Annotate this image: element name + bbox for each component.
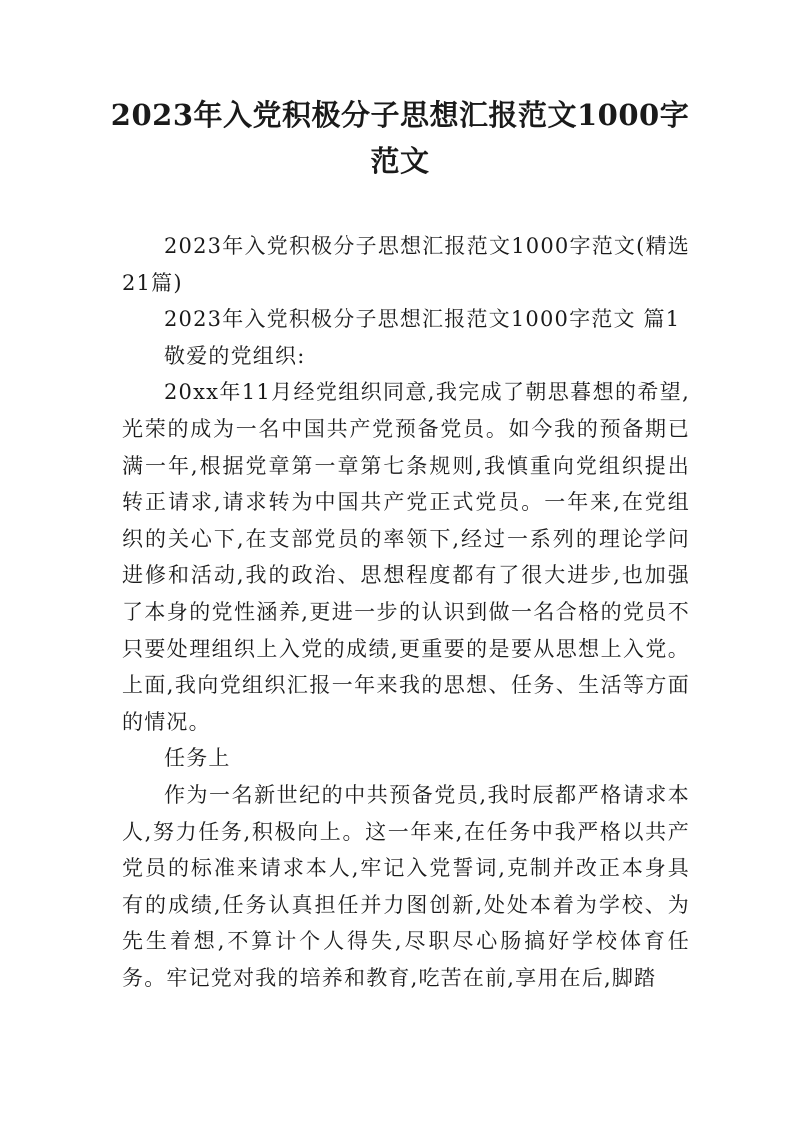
salutation: 敬爱的党组织: <box>164 343 306 368</box>
document-body <box>122 228 690 996</box>
document-title: 2023年入党积极分子思想汇报范文1000字范文 <box>110 98 690 178</box>
subheading-work: 任务上 <box>164 746 231 771</box>
section-heading: 2023年入党积极分子思想汇报范文1000字范文 篇1 <box>164 307 681 332</box>
document-subtitle: 2023年入党积极分子思想汇报范文1000字范文(精选21篇) <box>122 234 690 295</box>
paragraph-2: 作为一名新世纪的中共预备党员,我时辰都严格请求本人,努力任务,积极向上。这一年来,在任务中我严格以共产党员的标准来请求本人,牢记入党誓词,克制并改正本身具有的成绩,任务认真担任并力图创新,处处本着为学校、为先生着想,不算计个人得失,尽职尽心肠搞好学校体育任务。牢记党对我的培养和教育,吃苦在前,享用在后,脚踏 <box>122 782 690 990</box>
paragraph-1: 20xx年11月经党组织同意,我完成了朝思暮想的希望,光荣的成为一名中国共产党预备党员。如今我的预备期已满一年,根据党章第一章第七条规则,我慎重向党组织提出转正请求,请求转为中国共产党正式党员。一年来,在党组织的关心下,在支部党员的率领下,经过一系列的理论学问进修和活动,我的政治、思想程度都有了很大进步,也加强了本身的党性涵养,更进一步的认识到做一名合格的党员不只要处理组织上入党的成绩,更重要的是要从思想上入党。上面,我向党组织汇报一年来我的思想、任务、生活等方面的情况。 <box>122 380 690 734</box>
